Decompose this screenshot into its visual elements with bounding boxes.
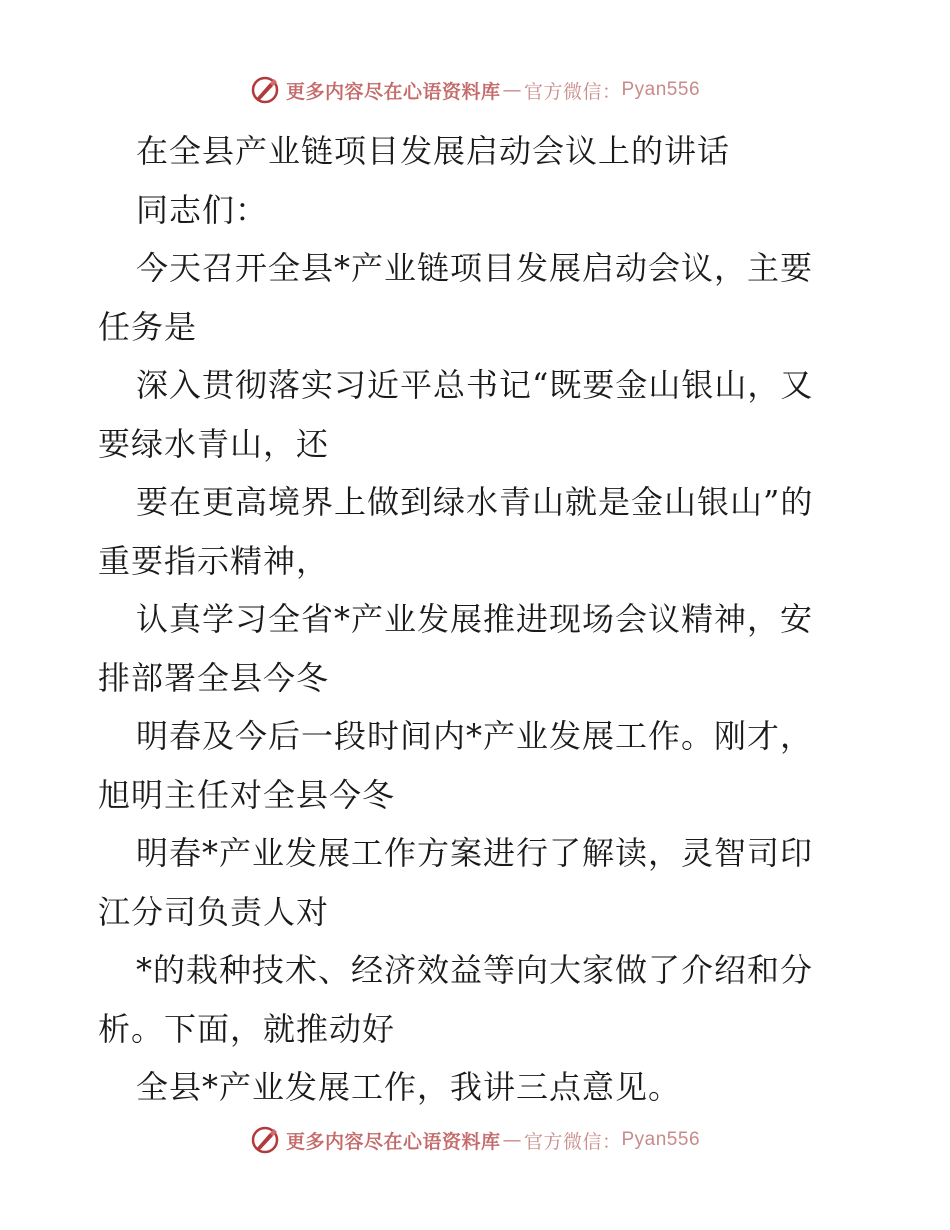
doc-line: 重要指示精神，: [98, 541, 330, 580]
watermark-separator: —: [502, 79, 522, 101]
doc-line: 析。下面，就推动好: [98, 1009, 396, 1048]
doc-line: 旭明主任对全县今冬: [98, 775, 396, 814]
doc-line: 任务是: [98, 307, 198, 346]
header-watermark: [0, 70, 950, 110]
footer-watermark: [0, 1120, 950, 1160]
document-body: [98, 122, 858, 1117]
doc-line: 江分司负责人对: [98, 892, 330, 931]
doc-line: 深入贯彻落实习近平总书记“既要金山银山，又: [136, 366, 814, 404]
watermark-label: 官方微信：: [523, 1130, 622, 1153]
doc-line: 全县*产业发展工作，我讲三点意见。: [136, 1068, 682, 1106]
doc-line: 今天召开全县*产业链项目发展启动会议，主要: [136, 249, 814, 287]
watermark-site: 更多内容尽在心语资料库: [285, 80, 501, 103]
doc-line: 排部署全县今冬: [98, 658, 330, 697]
doc-line: 要绿水青山，还: [98, 424, 330, 463]
pen-logo-icon: [250, 75, 280, 105]
doc-line: *的栽种技术、经济效益等向大家做了介绍和分: [136, 951, 814, 989]
doc-line: 明春及今后一段时间内*产业发展工作。刚才，: [136, 717, 814, 755]
doc-line: 认真学习全省*产业发展推进现场会议精神，安: [136, 600, 814, 638]
watermark-handle: Pyan556: [621, 1129, 701, 1150]
watermark-handle: Pyan556: [621, 79, 701, 100]
watermark-separator: —: [502, 1129, 522, 1151]
doc-line: 要在更高境界上做到绿水青山就是金山银山”的: [136, 483, 814, 521]
watermark-site: 更多内容尽在心语资料库: [285, 1130, 501, 1153]
watermark-label: 官方微信：: [523, 80, 622, 103]
doc-line: 同志们：: [136, 190, 269, 229]
doc-line: 明春*产业发展工作方案进行了解读，灵智司印: [136, 834, 814, 872]
doc-line: 在全县产业链项目发展启动会议上的讲话: [136, 132, 731, 170]
pen-logo-icon: [250, 1125, 280, 1155]
